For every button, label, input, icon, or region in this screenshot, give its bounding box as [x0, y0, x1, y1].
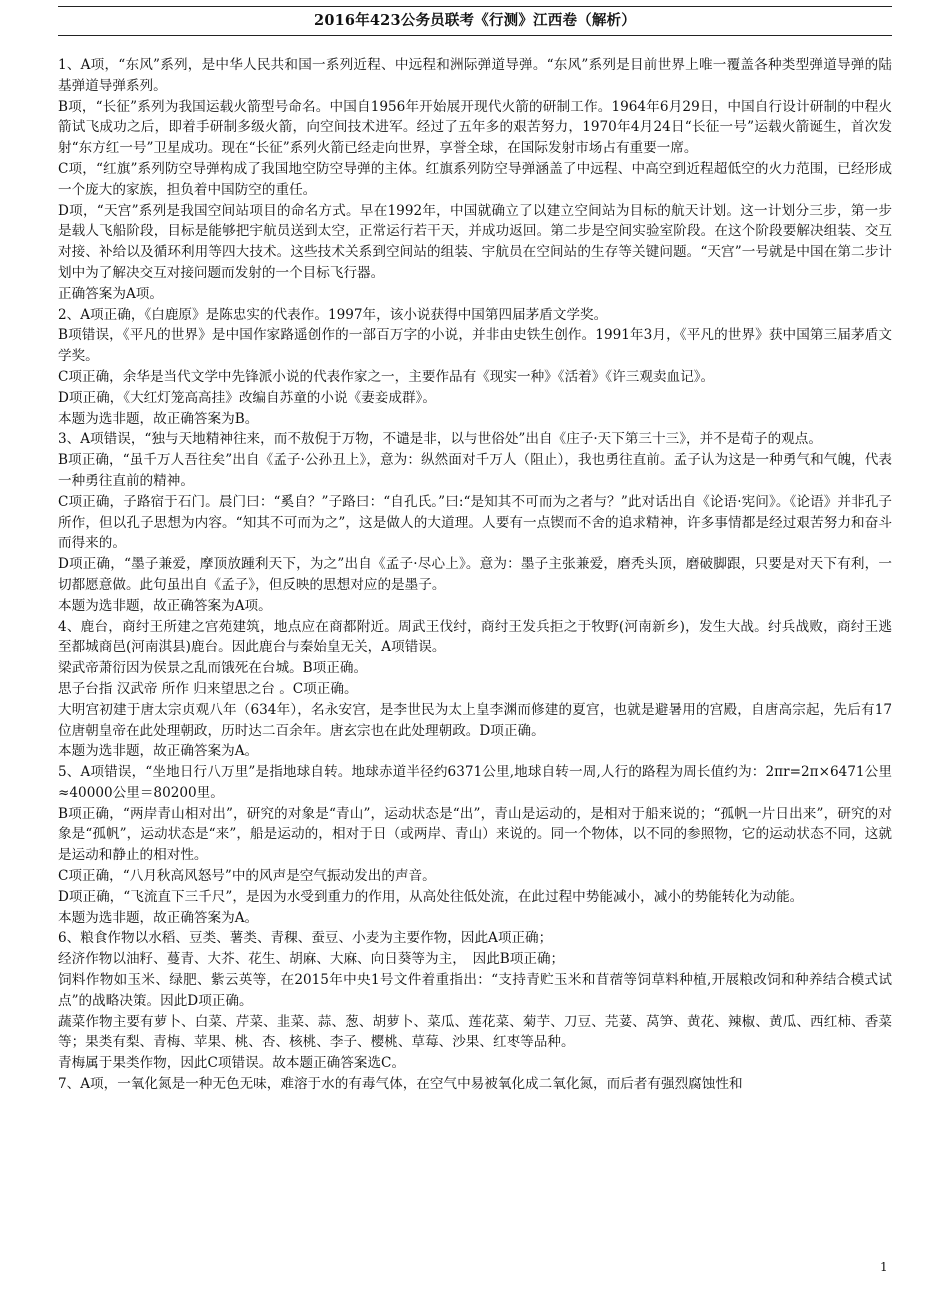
- paragraph: B项正确，“两岸青山相对出”，研究的对象是“青山”，运动状态是“出”，青山是运动的，是相对于船来说的；“孤帆一片日出来”，研究的对象是“孤帆”，运动状态是“来”，船是运动的，相对于日（或两岸、青山）来说的。同一个物体，以不同的参照物，它的运动状态不同，这就是运动和静止的相对性。: [58, 805, 892, 864]
- paragraph: D项正确，《大红灯笼高高挂》改编自苏童的小说《妻妾成群》。: [58, 389, 436, 406]
- paragraph: B项正确，“虽千万人吾往矣”出自《孟子·公孙丑上》，意为：纵然面对千万人（阻止），我也勇往直前。孟子认为这是一种勇气和气魄，代表一种勇往直前的精神。: [58, 452, 892, 489]
- paragraph: 蔬菜作物主要有萝卜、白菜、芹菜、韭菜、蒜、葱、胡萝卜、菜瓜、莲花菜、菊芋、刀豆、芫荽、莴笋、黄花、辣椒、黄瓜、西红柿、香菜等；果类有梨、青梅、苹果、桃、杏、核桃、李子、樱桃、草莓、沙果、红枣等品种。: [58, 1013, 892, 1051]
- paragraph: C项正确，余华是当代文学中先锋派小说的代表作家之一，主要作品有《现实一种》《活着》《许三观卖血记》。: [58, 368, 715, 385]
- paragraph: 6、粮食作物以水稻、豆类、薯类、青稞、蚕豆、小麦为主要作物，因此A项正确；: [58, 930, 553, 947]
- paragraph: 1、A项，“东风”系列，是中华人民共和国一系列近程、中远程和洲际弹道导弹。“东风”系列是目前世界上唯一覆盖各种类型弹道导弹的陆基弹道导弹系列。: [58, 57, 892, 94]
- paragraph: 正确答案为A项。: [58, 285, 163, 302]
- header-top-rule: [58, 6, 892, 7]
- paragraph: 思子台指 汉武帝 所作 归来望思之台 。C项正确。: [58, 680, 358, 697]
- paragraph: B项，“长征”系列为我国运载火箭型号命名。中国自1956年开始展开现代火箭的研制工作。1964年6月29日，中国自行设计研制的中程火箭试飞成功之后，即着手研制多级火箭，向空间技术进军。经过了五年多的艰苦努力，1970年4月24日“长征一号”运载火箭诞生，首次发射“东方红一号”卫星成功。现在“长征”系列火箭已经走向世界，享誉全球，在国际发射市场占有重要一席。: [58, 98, 892, 157]
- paragraph: 青梅属于果类作物，因此C项错误。故本题正确答案选C。: [58, 1055, 406, 1072]
- page-number: 1: [880, 1260, 888, 1274]
- document-body: [58, 55, 892, 1095]
- paragraph: 本题为选非题，故正确答案为A项。: [58, 597, 272, 614]
- paragraph: 本题为选非题，故正确答案为A。: [58, 743, 259, 760]
- paragraph: 梁武帝萧衍因为侯景之乱而饿死在台城。B项正确。: [58, 660, 368, 677]
- paragraph: B项错误，《平凡的世界》是中国作家路遥创作的一部百万字的小说，并非由史铁生创作。1991年3月，《平凡的世界》获中国第三届茅盾文学奖。: [58, 327, 892, 365]
- paragraph: D项正确，“飞流直下三千尺”，是因为水受到重力的作用，从高处往低处流，在此过程中势能减小，减小的势能转化为动能。: [58, 888, 804, 905]
- paragraph: 7、A项，一氧化氮是一种无色无味，难溶于水的有毒气体，在空气中易被氧化成二氧化氮，而后者有强烈腐蚀性和: [58, 1076, 743, 1093]
- document-title: 2016年423公务员联考《行测》江西卷（解析）: [314, 12, 636, 29]
- paragraph: 本题为选非题，故正确答案为A。: [58, 909, 259, 926]
- paragraph: 大明宫初建于唐太宗贞观八年（634年），名永安宫，是李世民为太上皇李渊而修建的夏宫，也就是避暑用的宫殿，自唐高宗起，先后有17位唐朝皇帝在此处理朝政，历时达二百余年。唐玄宗也在此处理朝政。D项正确。: [58, 701, 892, 739]
- paragraph: C项正确，子路宿于石门。晨门曰：“奚自？”子路曰：“自孔氏。”曰:“是知其不可而为之者与？”此对话出自《论语·宪问》。《论语》并非孔子所作，但以孔子思想为内容。“知其不可而为之”，这是做人的大道理。人要有一点锲而不舍的追求精神，许多事情都是经过艰苦努力和奋斗而得来的。: [58, 493, 892, 552]
- paragraph: C项正确，“八月秋高风怒号”中的风声是空气振动发出的声音。: [58, 868, 436, 885]
- paragraph: 2、A项正确，《白鹿原》是陈忠实的代表作。1997年，该小说获得中国第四届茅盾文学奖。: [58, 306, 608, 323]
- paragraph: 本题为选非题，故正确答案为B。: [58, 410, 259, 427]
- header-bottom-rule: [58, 35, 892, 36]
- paragraph: D项，“天宫”系列是我国空间站项目的命名方式。早在1992年，中国就确立了以建立空间站为目标的航天计划。这一计划分三步，第一步是载人飞船阶段，目标是能够把宇航员送到太空，正常运行若干天，并成功返回。第二步是空间实验室阶段。在这个阶段要解决组装、交互对接、补给以及循环利用等四大技术。这些技术关系到空间站的组装、宇航员在空间站的生存等关键问题。“天宫”一号就是中国在第二步计划中为了解决交互对接问题而发射的一个目标飞行器。: [58, 202, 892, 281]
- paragraph: 饲料作物如玉米、绿肥、紫云英等，在2015年中央1号文件着重指出：“支持青贮玉米和苜蓿等饲草料种植,开展粮改饲和种养结合模式试点”的战略决策。因此D项正确。: [58, 972, 892, 1009]
- paragraph: D项正确，“墨子兼爱，摩顶放踵利天下，为之”出自《孟子·尽心上》。意为：墨子主张兼爱，磨秃头顶，磨破脚跟，只要是对天下有利，一切都愿意做。此句虽出自《孟子》，但反映的思想对应的是墨子。: [58, 556, 892, 593]
- paragraph: 4、鹿台，商纣王所建之宫苑建筑，地点应在商都附近。周武王伐纣，商纣王发兵拒之于牧野(河南新乡)，发生大战。纣兵战败，商纣王逃至都城商邑(河南淇县)鹿台。因此鹿台与秦始皇无关，A项错误。: [58, 618, 892, 656]
- paragraph: 5、A项错误，“坐地日行八万里”是指地球自转。地球赤道半径约6371公里,地球自转一周,人行的路程为周长值约为：2πr=2π×6471公里≈40000公里＝80200里。: [58, 764, 892, 801]
- paragraph: C项，“红旗”系列防空导弹构成了我国地空防空导弹的主体。红旗系列防空导弹涵盖了中远程、中高空到近程超低空的火力范围，已经形成一个庞大的家族，担负着中国防空的重任。: [58, 160, 892, 198]
- paragraph: 3、A项错误，“独与天地精神往来，而不敖倪于万物，不谴是非，以与世俗处”出自《庄子·天下第三十三》，并不是荀子的观点。: [58, 431, 822, 448]
- paragraph: 经济作物以油籽、蔓青、大芥、花生、胡麻、大麻、向日葵等为主， 因此B项正确；: [58, 951, 565, 968]
